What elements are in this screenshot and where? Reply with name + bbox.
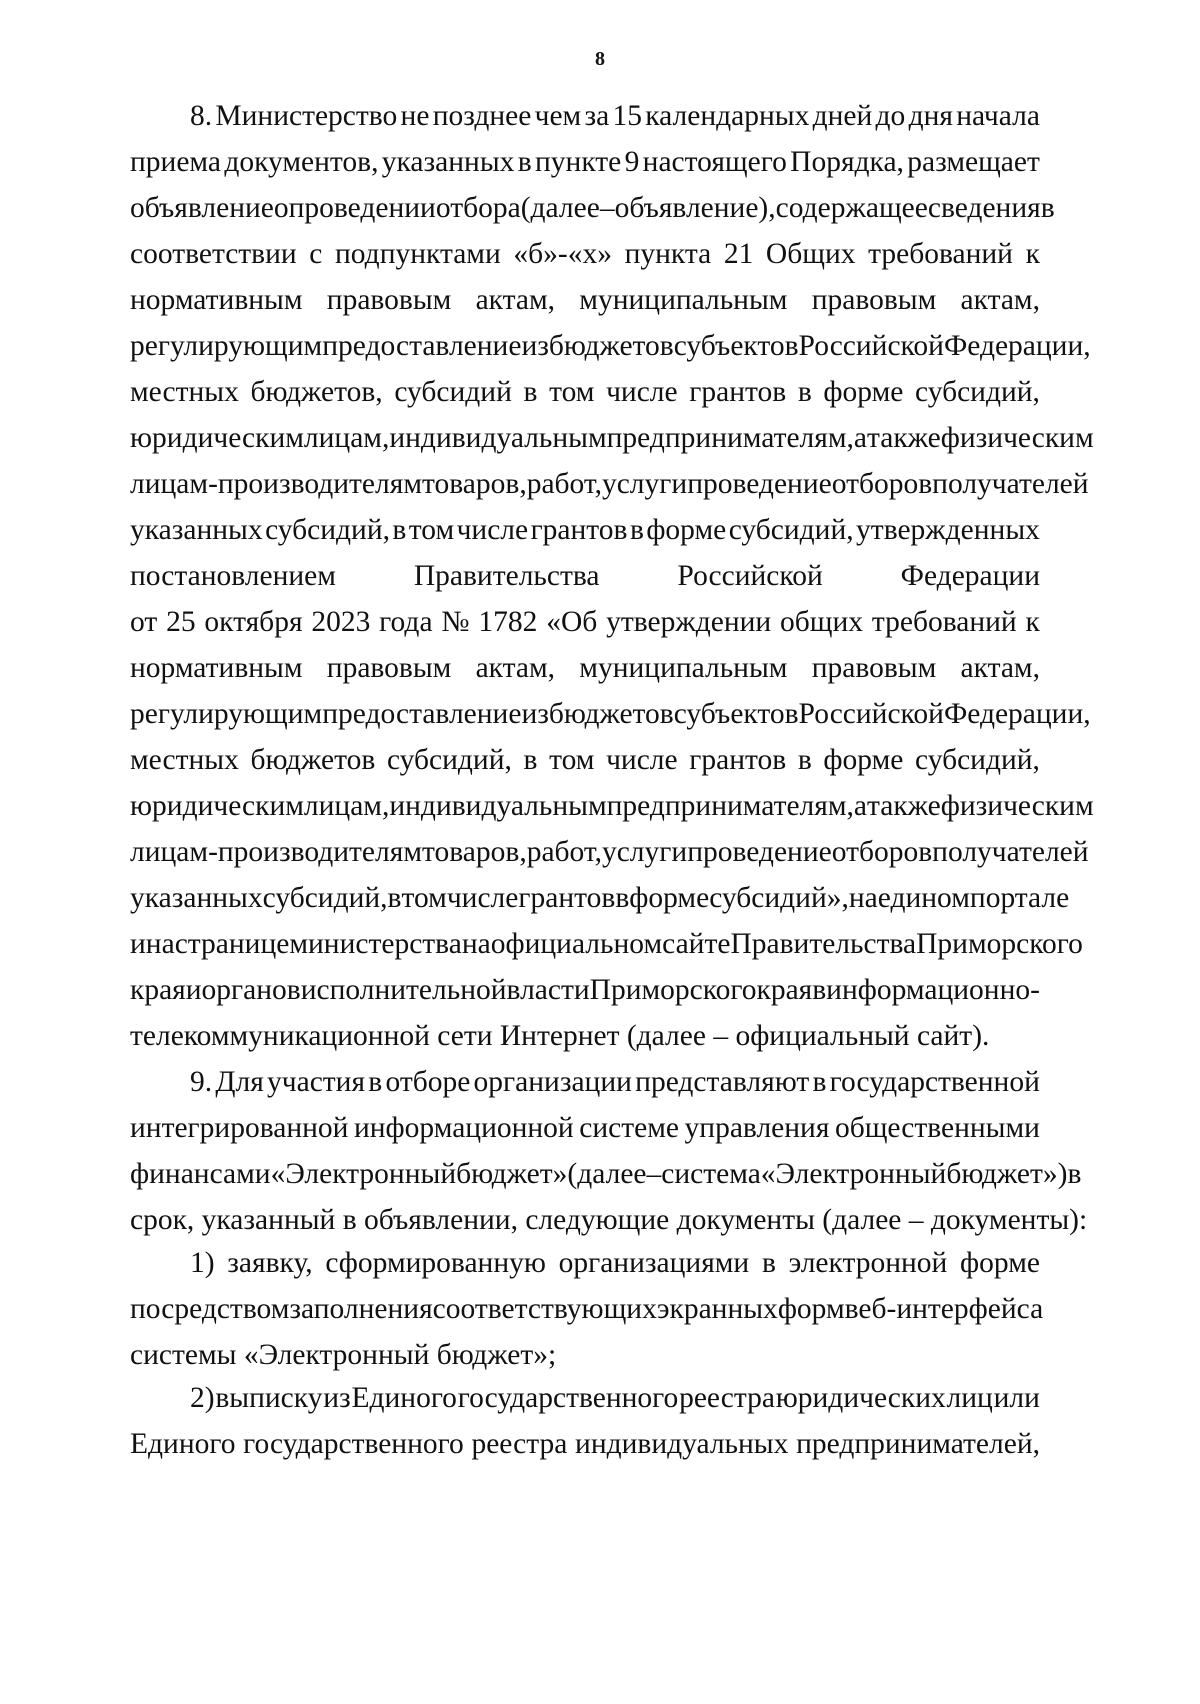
text-line: 9. Для участия в отборе организации представляют в государственной (190, 1066, 1040, 1098)
text-line: телекоммуникационной сети Интернет (далее – официальный сайт). (130, 1020, 990, 1052)
text-line: юридическим лицам, индивидуальным предпринимателям, а также физическим (130, 422, 1094, 454)
text-line: лицам - производителям товаров, работ, услуг и проведение отборов получателей (130, 468, 1089, 500)
page-number: 8 (595, 48, 605, 70)
text-line: 2) выписку из Единого государственного реестра юридических лиц или (190, 1382, 1040, 1414)
text-line: объявление о проведении отбора (далее – объявление), содержащее сведения в (130, 192, 1055, 224)
text-line: юридическим лицам, индивидуальным предпринимателям, а также физическим (130, 790, 1094, 822)
text-line: нормативным правовым актам, муниципальным правовым актам, (130, 652, 1040, 684)
text-line: местных бюджетов, субсидий в том числе грантов в форме субсидий, (130, 376, 1040, 408)
text-line: финансами «Электронный бюджет» (далее – система «Электронный бюджет») в (130, 1158, 1082, 1190)
text-line: нормативным правовым актам, муниципальным правовым актам, (130, 284, 1040, 316)
text-line: постановлением Правительства Российской Федерации (130, 560, 1040, 592)
text-line: соответствии с подпунктами «б»-«х» пункта 21 Общих требований к (130, 238, 1040, 270)
text-line: 1) заявку, сформированную организациями в электронной форме (190, 1247, 1040, 1279)
text-line: срок, указанный в объявлении, следующие документы (далее – документы): (130, 1204, 1088, 1236)
text-line: местных бюджетов субсидий, в том числе грантов в форме субсидий, (130, 744, 1040, 776)
text-line: посредством заполнения соответствующих экранных форм веб-интерфейса (130, 1293, 1044, 1325)
text-line: и на странице министерства на официальном сайте Правительства Приморского (130, 928, 1083, 960)
text-line: приема документов, указанных в пункте 9 настоящего Порядка, размещает (130, 146, 1040, 178)
text-line: системы «Электронный бюджет»; (130, 1339, 557, 1371)
text-line: указанных субсидий, в том числе грантов в форме субсидий», на едином портале (130, 882, 1070, 914)
text-line: регулирующим предоставление из бюджетов субъектов Российской Федерации, (130, 698, 1091, 730)
text-line: лицам - производителям товаров, работ, услуг и проведение отборов получателей (130, 836, 1089, 868)
text-line: края и органов исполнительной власти Приморского края в информационно- (130, 974, 1040, 1006)
text-line: от 25 октября 2023 года № 1782 «Об утверждении общих требований к (130, 606, 1040, 638)
text-line: 8. Министерство не позднее чем за 15 календарных дней до дня начала (190, 100, 1040, 132)
text-line: указанных субсидий, в том числе грантов в форме субсидий, утвержденных (130, 514, 1040, 546)
text-line: интегрированной информационной системе управления общественными (130, 1112, 1040, 1144)
text-line: Единого государственного реестра индивидуальных предпринимателей, (130, 1428, 1040, 1460)
text-line: регулирующим предоставление из бюджетов субъектов Российской Федерации, (130, 330, 1091, 362)
